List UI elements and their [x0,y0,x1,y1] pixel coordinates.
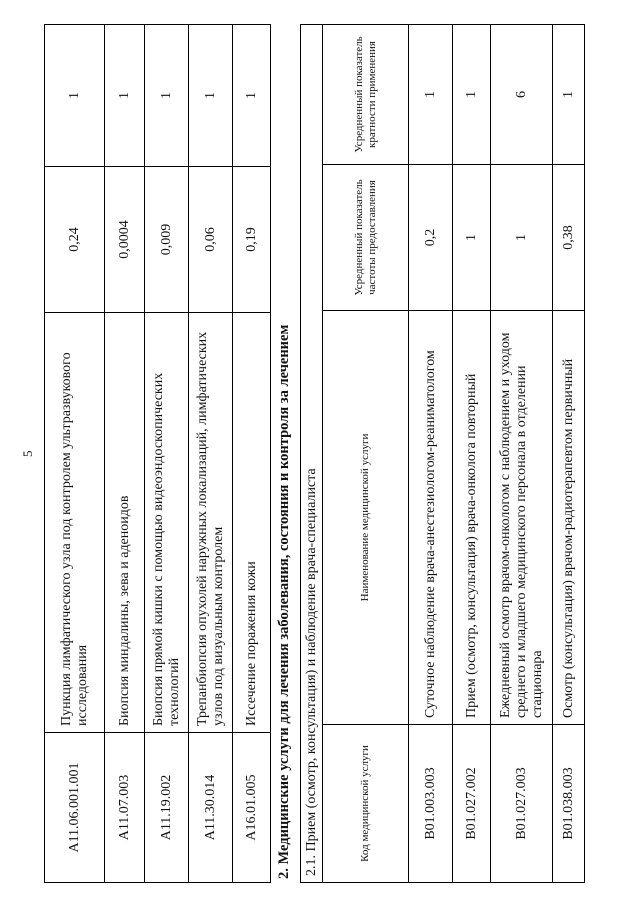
frequency-value: 0,24 [45,167,105,313]
service-name: Прием (осмотр, консультация) врача-онколога повторный [453,311,491,725]
table-row [491,24,553,882]
table-row [45,25,105,883]
table-header-row [323,24,409,882]
multiplicity-value: 1 [409,24,453,164]
service-code: A11.30.014 [189,733,233,883]
frequency-value: 1 [491,165,553,311]
table-row [189,25,233,883]
services-table-1 [44,24,271,883]
page-number: 5 [20,450,35,457]
service-code: A11.19.002 [145,733,189,883]
service-code: B01.038.003 [553,725,585,883]
column-header-name: Наименование медицинской услуги [323,311,409,725]
table-row [301,24,323,882]
service-name: Ежедневный осмотр врачом-онкологом с наблюдением и уходом среднего и младшего медицинского персонала в отделении стационара [491,311,553,725]
multiplicity-value: 1 [553,24,585,164]
column-header-code: Код медицинской услуги [323,725,409,883]
service-code: B01.027.002 [453,725,491,883]
service-name: Осмотр (консультация) врачом-радиотерапевтом первичный [553,311,585,725]
multiplicity-value: 1 [233,25,271,167]
column-header-multiplicity: Усредненный показатель кратности применения [323,24,409,164]
frequency-value: 1 [453,165,491,311]
section-heading: 2. Медицинские услуги для лечения заболевания, состояния и контроля за лечением [276,324,292,879]
table-row [105,25,145,883]
multiplicity-value: 1 [105,25,145,167]
multiplicity-value: 1 [453,24,491,164]
service-code: A11.07.003 [105,733,145,883]
table-row [233,25,271,883]
service-name: Иссечение поражения кожи [233,313,271,733]
service-name: Пункция лимфатического узла под контролем ультразвукового исследования [45,313,105,733]
table-row [453,24,491,882]
table-row [145,25,189,883]
multiplicity-value: 1 [189,25,233,167]
multiplicity-value: 1 [145,25,189,167]
column-header-frequency: Усредненный показатель частоты предоставления [323,165,409,311]
service-code: A11.06.001.001 [45,733,105,883]
service-code: B01.003.003 [409,725,453,883]
frequency-value: 0,2 [409,165,453,311]
service-code: B01.027.003 [491,725,553,883]
service-name: Суточное наблюдение врача-анестезиологом-реаниматологом [409,311,453,725]
service-code: A16.01.005 [233,733,271,883]
frequency-value: 0,0004 [105,167,145,313]
service-name: Трепанбиопсия опухолей наружных локализаций, лимфатических узлов под визуальным контролем [189,313,233,733]
service-name: Биопсия миндалины, зева и аденоидов [105,313,145,733]
frequency-value: 0,009 [145,167,189,313]
multiplicity-value: 6 [491,24,553,164]
frequency-value: 0,38 [553,165,585,311]
services-table-2 [300,24,585,883]
table-row [409,24,453,882]
service-name: Биопсия прямой кишки с помощью видеоэндоскопических технологий [145,313,189,733]
table-row [553,24,585,882]
frequency-value: 0,06 [189,167,233,313]
subsection-heading: 2.1. Прием (осмотр, консультация) и наблюдение врача-специалиста [301,24,323,882]
frequency-value: 0,19 [233,167,271,313]
multiplicity-value: 1 [45,25,105,167]
